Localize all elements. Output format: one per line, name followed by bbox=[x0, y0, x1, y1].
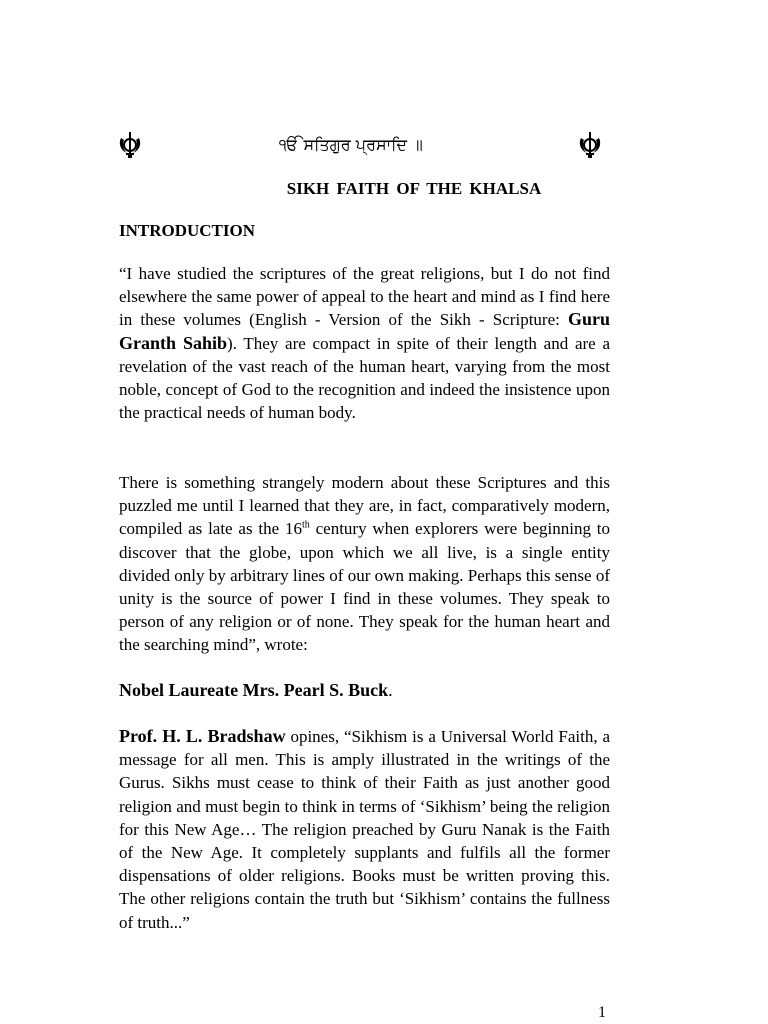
attribution-name: Nobel Laureate Mrs. Pearl S. Buck bbox=[119, 680, 389, 700]
author-name: Prof. H. L. Bradshaw bbox=[119, 726, 286, 746]
attribution-tail: . bbox=[388, 680, 393, 700]
document-title: SIKH FAITH OF THE KHALSA bbox=[286, 179, 542, 198]
scripture-name: Guru Granth Sahib bbox=[119, 309, 610, 353]
paragraph-text: “I have studied the scriptures of the great religions, but I do not find elsewhere the same power of appeal to the heart and mind as I find here in these volumes (English - Version of the Sikh - Scripture: bbox=[119, 264, 610, 330]
paragraph-modern-scriptures bbox=[119, 471, 610, 657]
paragraph-quote-buck bbox=[119, 262, 610, 424]
paragraph-text: opines, “Sikhism is a Universal World Faith, a message for all men. This is amply illustrated in the writings of the Gurus. Sikhs must cease to think of their Faith as just another good religion and must begin to think in terms of ‘Sikhism’ being the religion for this New Age… The religion preached by Guru Nanak is the Faith of the New Age. It completely supplants and fulfils all the former dispensations of older religions. Books must be written proving this. The other religions contain the truth but ‘Sikhism’ contains the fullness of truth...” bbox=[119, 727, 610, 932]
page-number: 1 bbox=[598, 1004, 606, 1021]
khanda-icon bbox=[119, 132, 141, 158]
section-heading: INTRODUCTION bbox=[119, 221, 256, 240]
attribution-line bbox=[119, 679, 393, 702]
invocation-header bbox=[119, 132, 609, 160]
paragraph-text: century when explorers were beginning to discover that the globe, upon which we all live, is a single entity divided only by arbitrary lines of our own making. Perhaps this sense of unity is the source of power I find in these volumes. They speak to person of any religion or of none. They speak for the human heart and the searching mind”, wrote: bbox=[119, 519, 611, 655]
paragraph-bradshaw bbox=[119, 725, 610, 934]
paragraph-text: There is something strangely modern about these Scriptures and this puzzled me until I learned that they are, in fact, comparatively modern, compiled as late as the 16 bbox=[119, 473, 610, 539]
paragraph-text: ). They are compact in spite of their length and are a revelation of the vast reach of the human heart, varying from the most noble, concept of God to the recognition and indeed the insistence upon the practical needs of human body. bbox=[119, 333, 610, 423]
superscript: th bbox=[302, 519, 310, 531]
khanda-icon bbox=[579, 132, 601, 158]
mool-mantar: ੴ ਸਤਿਗੁਰ ਪ੍ਰਸਾਦਿ ॥ bbox=[279, 135, 423, 154]
